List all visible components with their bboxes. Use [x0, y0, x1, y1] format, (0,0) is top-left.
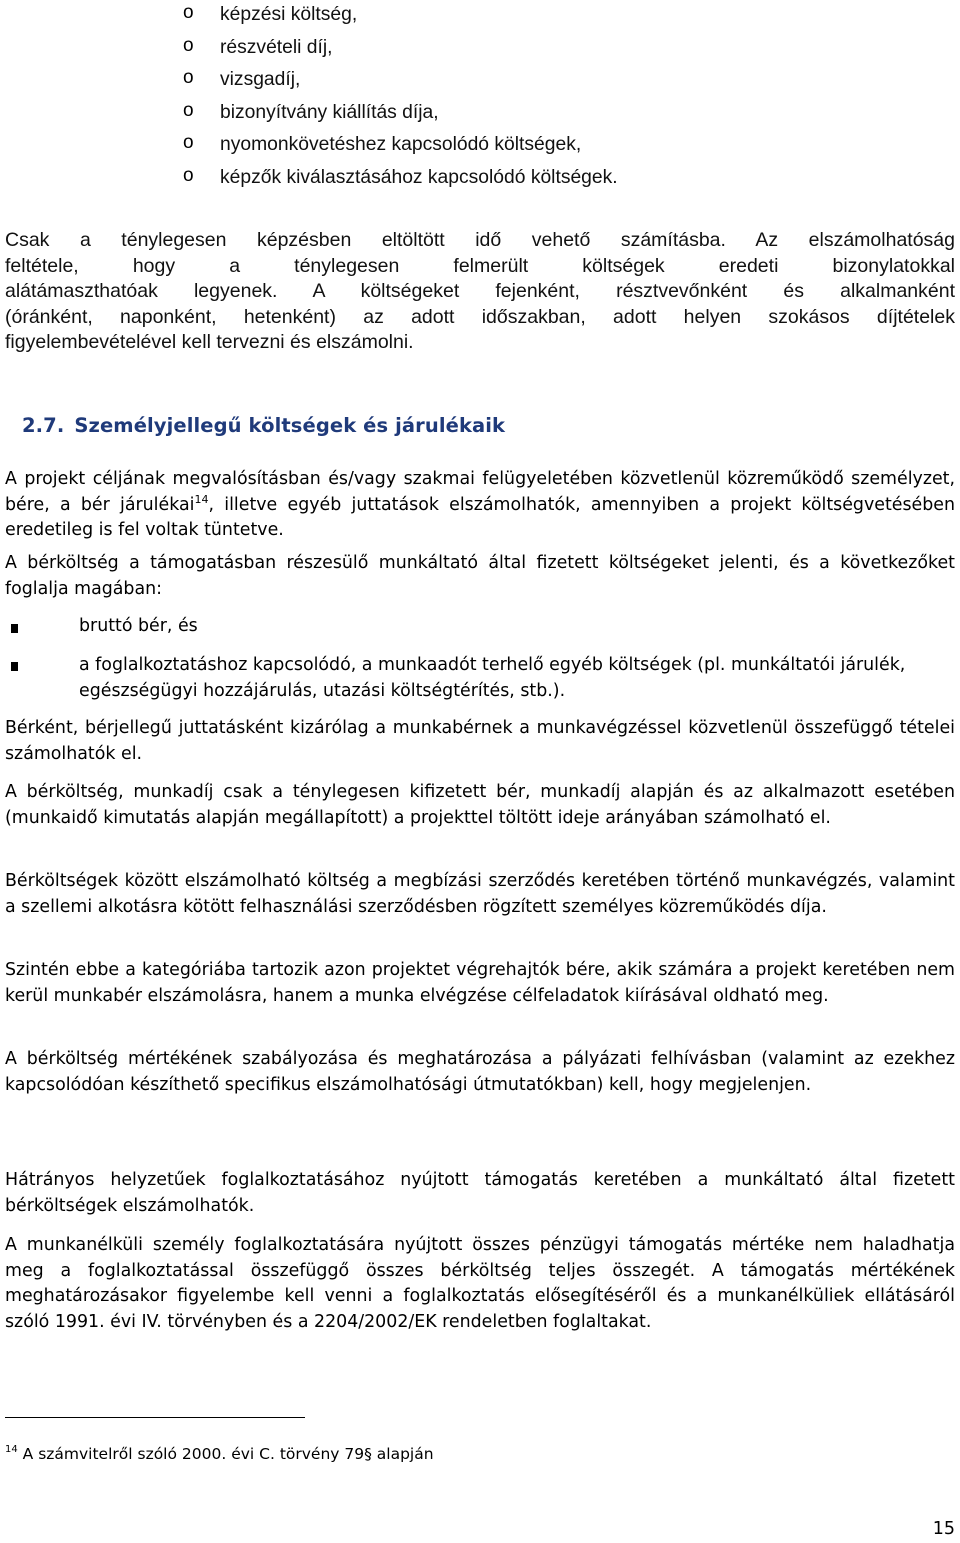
page-number: 15: [932, 1519, 955, 1539]
paragraph: Szintén ebbe a kategóriába tartozik azon projektet végrehajtók bére, akik számára a projekt keretében nem kerül munkabér elszámolásra, hanem a munka elvégzése célfeladatok kiírásával oldható meg.: [5, 960, 955, 1006]
circle-bullet-icon: o: [183, 2, 194, 23]
paragraph: Bérköltségek között elszámolható költség a megbízási szerződés keretében történő munkavégzés, valamint a szellemi alkotásra kötött felhasználási szerződésben rögzített személyes közreműködés díja.: [5, 871, 955, 917]
intro-paragraph: Csak a ténylegesen képzésben eltöltött idő vehető számításba. Az elszámolhatóság feltétele, hogy a ténylegesen felmerült költségek eredeti bizonylatokkal alátámaszthatóak legyenek. A költségeket fejenként, résztvevőnként és alkalmanként (óránként, naponként, hetenként) az adott időszakban, adott helyen szokásos díjtételek figyelembevételével kell tervezni és elszámolni.: [5, 229, 955, 354]
paragraph: A bérköltség mértékének szabályozása és meghatározása a pályázati felhívásban (valamint az ezekhez kapcsolódóan készíthető specifikus elszámolhatósági útmutatókban) kell, hogy megjelenjen.: [5, 1049, 955, 1095]
paragraph: A projekt céljának megvalósításban és/vagy szakmai felügyeletében közvetlenül közreműködő személyzet, bére, a bér járulékai$^{14}$, illetve egyéb juttatások elszámolhatók, amennyiben a projekt költségvetésében eredetileg is fel voltak tüntetve.: [5, 469, 955, 540]
paragraph: Hátrányos helyzetűek foglalkoztatásához nyújtott támogatás keretében a munkáltató által fizetett bérköltségek elszámolhatók.: [5, 1170, 955, 1216]
circle-bullet-icon: o: [183, 99, 194, 121]
square-bullet-icon: [11, 624, 18, 633]
circle-bullet-icon: o: [183, 67, 194, 88]
square-bullet-icon: [11, 662, 18, 671]
footnote-divider: [5, 1417, 305, 1418]
footnote-reference: 14: [194, 492, 209, 506]
section-title: Személyjellegű költségek és járulékaik: [74, 414, 506, 437]
paragraph: A munkanélküli személy foglalkoztatására nyújtott összes pénzügyi támogatás mértéke nem haladhatja meg a foglalkoztatással összefüggő összes bérköltség teljes összegét. A támogatás mértékének meghatározásakor figyelembe kell venni a foglalkoztatás elősegítéséről és a munkanélküliek ellátásáról szóló 1991. évi IV. törvényben és a 2204/2002/EK rendeletben foglaltakat.: [5, 1235, 955, 1332]
circle-bullet-icon: o: [183, 164, 194, 186]
paragraph: Bérként, bérjellegű juttatásként kizárólag a munkabérnek a munkavégzéssel közvetlenül összefüggő tételei számolhatók el.: [5, 718, 955, 764]
footnote: $^{14}$ A számvitelről szóló 2000. évi C. törvény 79§ alapján: [5, 1444, 434, 1463]
paragraph: A bérköltség, munkadíj csak a ténylegesen kifizetett bér, munkadíj alapján és az alkalmazott esetében (munkaidő kimutatás alapján megállapított) a projekttel töltött ideje arányában számolható el.: [5, 782, 955, 828]
circle-bullet-icon: o: [183, 132, 194, 153]
section-number: 2.7.: [22, 414, 65, 437]
circle-bullet-icon: o: [183, 34, 194, 56]
section-heading: [22, 413, 505, 439]
paragraph: A bérköltség a támogatásban részesülő munkáltató által fizetett költségeket jelenti, és a következőket foglalja magában:: [5, 553, 955, 599]
